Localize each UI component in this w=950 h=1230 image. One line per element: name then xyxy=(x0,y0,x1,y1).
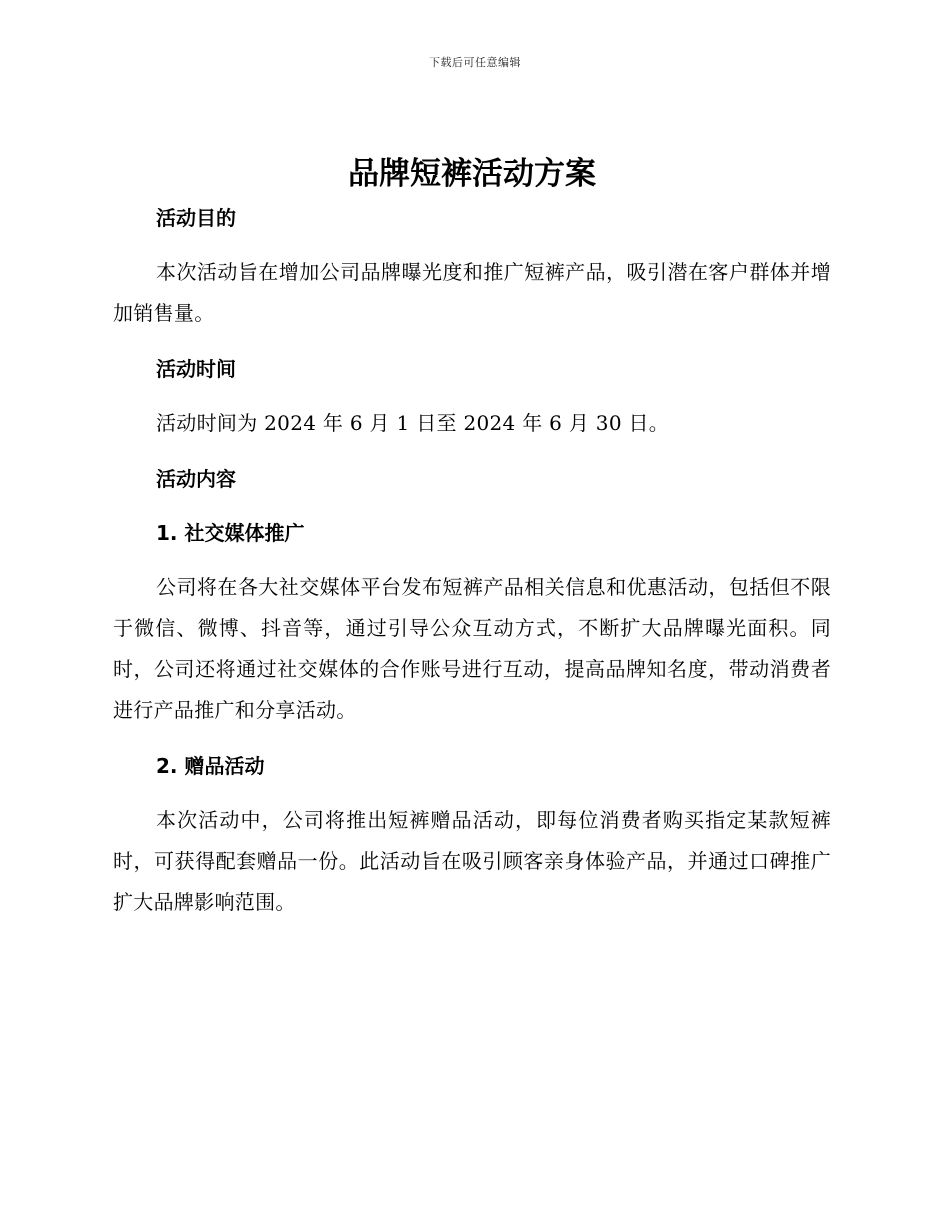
section-heading-purpose: 活动目的 xyxy=(156,206,236,230)
document-title: 品牌短裤活动方案 xyxy=(348,156,596,192)
paragraph-social-media: 公司将在各大社交媒体平台发布短裤产品相关信息和优惠活动，包括但不限于微信、微博、抖音等，通过引导公众互动方式，不断扩大品牌曝光面积。同时，公司还将通过社交媒体的合作账号进行互动，提高品牌知名度，带动消费者进行产品推广和分享活动。 xyxy=(113,575,831,722)
section-heading-content: 活动内容 xyxy=(156,467,236,491)
section-heading-gift: 2. 赠品活动 xyxy=(156,754,265,778)
paragraph-time: 活动时间为 2024 年 6 月 1 日至 2024 年 6 月 30 日。 xyxy=(156,411,670,435)
document-body xyxy=(113,150,831,923)
section-heading-time: 活动时间 xyxy=(156,357,236,381)
header-note: 下载后可任意编辑 xyxy=(429,56,521,69)
section-heading-social-media: 1. 社交媒体推广 xyxy=(156,521,305,545)
paragraph-purpose: 本次活动旨在增加公司品牌曝光度和推广短裤产品，吸引潜在客户群体并增加销售量。 xyxy=(113,260,831,325)
paragraph-gift: 本次活动中，公司将推出短裤赠品活动，即每位消费者购买指定某款短裤时，可获得配套赠品一份。此活动旨在吸引顾客亲身体验产品，并通过口碑推广扩大品牌影响范围。 xyxy=(113,808,831,914)
